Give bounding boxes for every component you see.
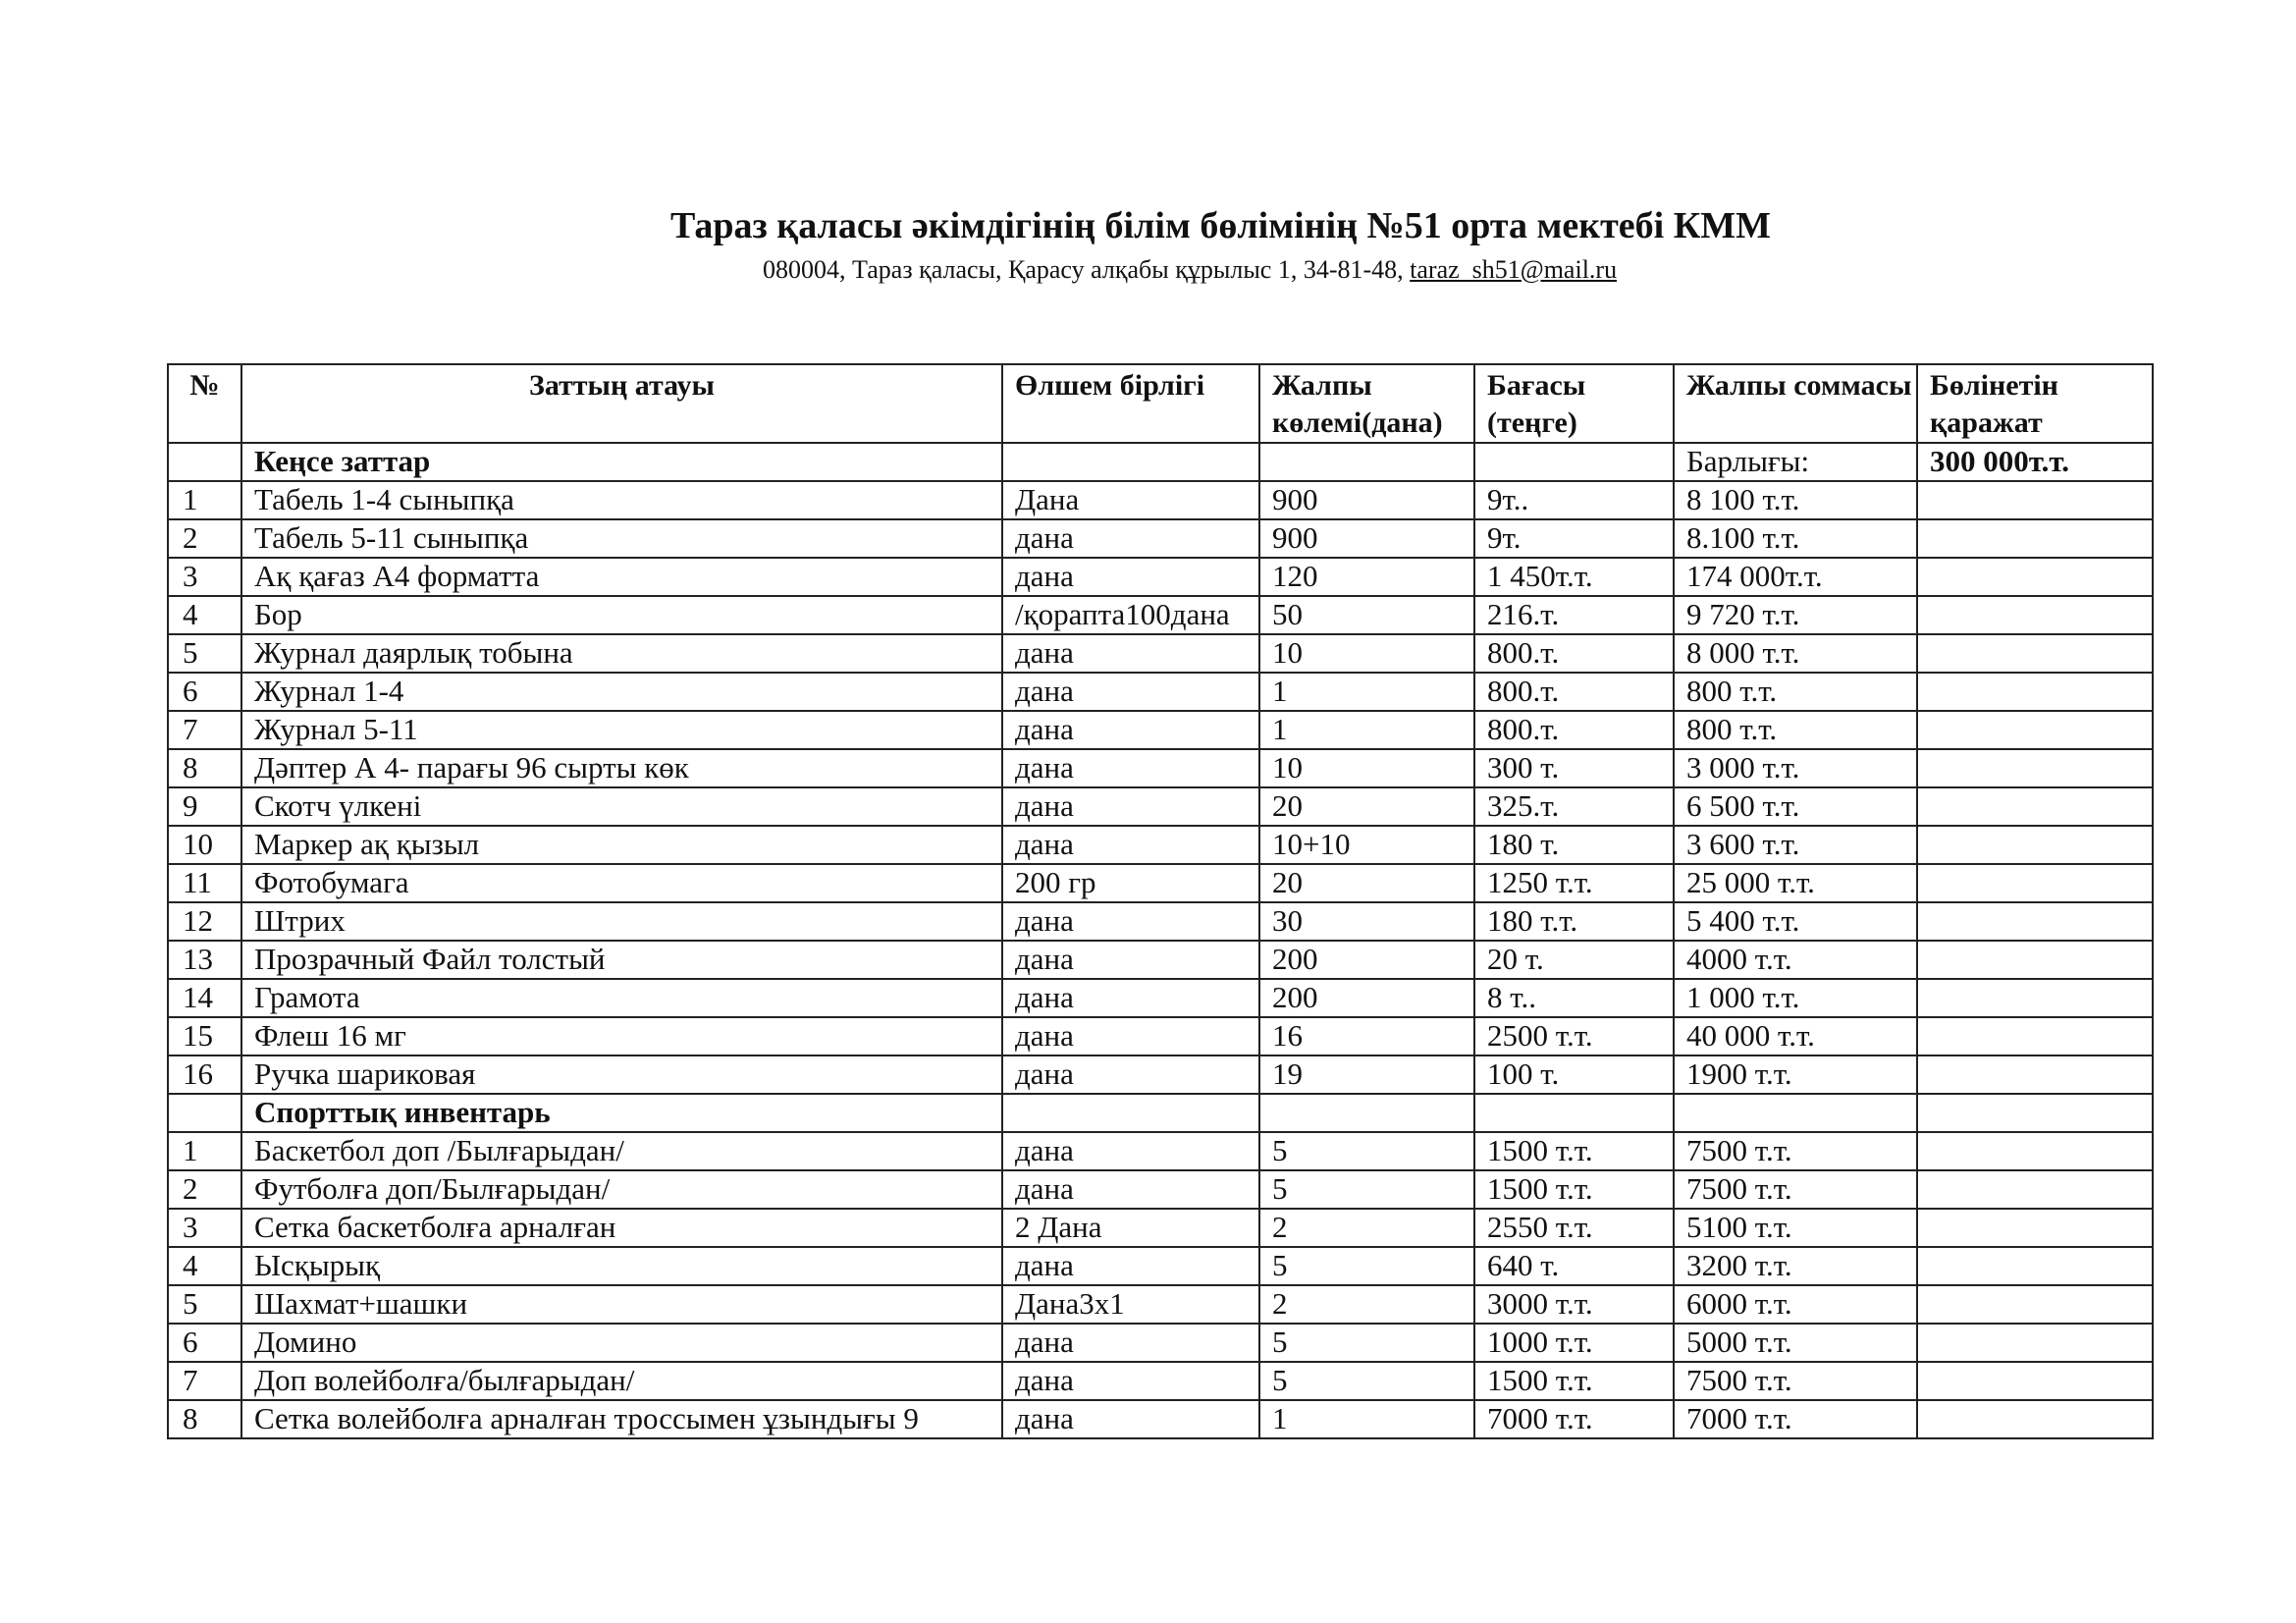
cell-price: 100 т. (1474, 1055, 1674, 1094)
cell-quantity: 10 (1259, 749, 1474, 787)
cell-allocated (1917, 1170, 2153, 1209)
table-cell (168, 1094, 241, 1132)
table-row (168, 787, 2153, 826)
cell-total: 3 600 т.т. (1674, 826, 1917, 864)
cell-allocated (1917, 1247, 2153, 1285)
cell-quantity: 19 (1259, 1055, 1474, 1094)
cell-total: 5100 т.т. (1674, 1209, 1917, 1247)
organization-address (763, 255, 1617, 285)
cell-unit: дана (1002, 979, 1259, 1017)
total-label: Барлығы: (1674, 443, 1917, 481)
cell-number: 5 (168, 1285, 241, 1324)
cell-allocated (1917, 1132, 2153, 1170)
cell-unit: Дана3х1 (1002, 1285, 1259, 1324)
cell-total: 6000 т.т. (1674, 1285, 1917, 1324)
table-row (168, 711, 2153, 749)
cell-number: 1 (168, 481, 241, 519)
cell-name: Табель 1-4 сыныпқа (241, 481, 1002, 519)
cell-price: 3000 т.т. (1474, 1285, 1674, 1324)
cell-price: 800.т. (1474, 711, 1674, 749)
cell-price: 180 т. (1474, 826, 1674, 864)
col-header-total: Жалпы соммасы (1674, 364, 1917, 443)
cell-number: 3 (168, 1209, 241, 1247)
cell-quantity: 900 (1259, 481, 1474, 519)
table-row (168, 749, 2153, 787)
cell-allocated (1917, 826, 2153, 864)
cell-name: Сетка волейболға арналған троссымен ұзындығы 9 (241, 1400, 1002, 1438)
cell-price: 640 т. (1474, 1247, 1674, 1285)
cell-unit: Дана (1002, 481, 1259, 519)
cell-unit: дана (1002, 941, 1259, 979)
table-row (168, 979, 2153, 1017)
cell-name: Ақ қағаз А4 форматта (241, 558, 1002, 596)
col-header-allocated: Бөлінетін қаражат (1917, 364, 2153, 443)
cell-allocated (1917, 1017, 2153, 1055)
cell-quantity: 900 (1259, 519, 1474, 558)
cell-number: 3 (168, 558, 241, 596)
cell-quantity: 200 (1259, 979, 1474, 1017)
cell-quantity: 5 (1259, 1132, 1474, 1170)
cell-total: 7000 т.т. (1674, 1400, 1917, 1438)
cell-total: 174 000т.т. (1674, 558, 1917, 596)
cell-price: 1250 т.т. (1474, 864, 1674, 902)
cell-price: 20 т. (1474, 941, 1674, 979)
cell-allocated (1917, 979, 2153, 1017)
cell-number: 4 (168, 596, 241, 634)
cell-total: 7500 т.т. (1674, 1170, 1917, 1209)
cell-number: 11 (168, 864, 241, 902)
table-cell (1002, 443, 1259, 481)
cell-number: 2 (168, 1170, 241, 1209)
cell-name: Прозрачный Файл толстый (241, 941, 1002, 979)
cell-allocated (1917, 634, 2153, 673)
cell-total: 25 000 т.т. (1674, 864, 1917, 902)
cell-quantity: 1 (1259, 711, 1474, 749)
cell-price: 9т. (1474, 519, 1674, 558)
cell-number: 16 (168, 1055, 241, 1094)
cell-quantity: 200 (1259, 941, 1474, 979)
table-row (168, 1055, 2153, 1094)
table-row (168, 864, 2153, 902)
cell-unit: дана (1002, 1055, 1259, 1094)
col-header-price: Бағасы (теңге) (1474, 364, 1674, 443)
address-text: 080004, Тараз қаласы, Қарасу алқабы құрылыс 1, 34-81-48, (763, 255, 1404, 284)
cell-total: 3 000 т.т. (1674, 749, 1917, 787)
cell-quantity: 5 (1259, 1362, 1474, 1400)
cell-price: 216.т. (1474, 596, 1674, 634)
cell-unit: дана (1002, 902, 1259, 941)
table-row (168, 1209, 2153, 1247)
cell-allocated (1917, 902, 2153, 941)
cell-quantity: 2 (1259, 1285, 1474, 1324)
cell-quantity: 5 (1259, 1324, 1474, 1362)
cell-quantity: 5 (1259, 1247, 1474, 1285)
table-row (168, 481, 2153, 519)
cell-name: Баскетбол доп /Былғарыдан/ (241, 1132, 1002, 1170)
cell-number: 2 (168, 519, 241, 558)
cell-total: 1 000 т.т. (1674, 979, 1917, 1017)
cell-name: Табель 5-11 сыныпқа (241, 519, 1002, 558)
section-title-sport: Спорттық инвентарь (241, 1094, 1002, 1132)
cell-allocated (1917, 1362, 2153, 1400)
cell-allocated (1917, 596, 2153, 634)
cell-number: 12 (168, 902, 241, 941)
cell-total: 5000 т.т. (1674, 1324, 1917, 1362)
cell-name: Футболға доп/Былғарыдан/ (241, 1170, 1002, 1209)
cell-unit: /қорапта100дана (1002, 596, 1259, 634)
cell-allocated (1917, 1285, 2153, 1324)
cell-allocated (1917, 673, 2153, 711)
cell-name: Грамота (241, 979, 1002, 1017)
cell-price: 2500 т.т. (1474, 1017, 1674, 1055)
cell-quantity: 16 (1259, 1017, 1474, 1055)
table-cell (1002, 1094, 1259, 1132)
cell-price: 325.т. (1474, 787, 1674, 826)
cell-unit: дана (1002, 634, 1259, 673)
email-link[interactable]: taraz_sh51@mail.ru (1410, 255, 1618, 284)
cell-total: 5 400 т.т. (1674, 902, 1917, 941)
section-title-office: Кеңсе заттар (241, 443, 1002, 481)
cell-price: 1 450т.т. (1474, 558, 1674, 596)
table-row (168, 1132, 2153, 1170)
cell-unit: 200 гр (1002, 864, 1259, 902)
cell-allocated (1917, 941, 2153, 979)
cell-unit: дана (1002, 1400, 1259, 1438)
cell-name: Журнал 5-11 (241, 711, 1002, 749)
cell-allocated (1917, 749, 2153, 787)
cell-total: 9 720 т.т. (1674, 596, 1917, 634)
table-cell (1474, 443, 1674, 481)
table-row (168, 902, 2153, 941)
cell-total: 7500 т.т. (1674, 1362, 1917, 1400)
cell-name: Шахмат+шашки (241, 1285, 1002, 1324)
cell-quantity: 5 (1259, 1170, 1474, 1209)
cell-price: 1500 т.т. (1474, 1170, 1674, 1209)
cell-unit: дана (1002, 558, 1259, 596)
cell-number: 7 (168, 711, 241, 749)
cell-number: 8 (168, 1400, 241, 1438)
table-row (168, 1324, 2153, 1362)
cell-unit: дана (1002, 826, 1259, 864)
cell-number: 1 (168, 1132, 241, 1170)
cell-allocated (1917, 519, 2153, 558)
cell-number: 9 (168, 787, 241, 826)
col-header-number: № (168, 364, 241, 443)
table-row (168, 1362, 2153, 1400)
cell-name: Ысқырық (241, 1247, 1002, 1285)
cell-price: 800.т. (1474, 634, 1674, 673)
col-header-unit: Өлшем бірлігі (1002, 364, 1259, 443)
cell-quantity: 10 (1259, 634, 1474, 673)
table-row (168, 1247, 2153, 1285)
cell-allocated (1917, 787, 2153, 826)
cell-name: Маркер ақ қызыл (241, 826, 1002, 864)
table-row (168, 1017, 2153, 1055)
table-row (168, 596, 2153, 634)
cell-number: 7 (168, 1362, 241, 1400)
cell-name: Сетка баскетболға арналған (241, 1209, 1002, 1247)
cell-total: 6 500 т.т. (1674, 787, 1917, 826)
cell-number: 4 (168, 1247, 241, 1285)
cell-name: Дәптер А 4- парағы 96 сырты көк (241, 749, 1002, 787)
cell-quantity: 120 (1259, 558, 1474, 596)
cell-unit: дана (1002, 711, 1259, 749)
cell-number: 6 (168, 673, 241, 711)
cell-unit: дана (1002, 749, 1259, 787)
cell-name: Скотч үлкені (241, 787, 1002, 826)
cell-unit: дана (1002, 519, 1259, 558)
section-row-office (168, 443, 2153, 481)
cell-name: Штрих (241, 902, 1002, 941)
cell-unit: дана (1002, 1362, 1259, 1400)
table-cell (1474, 1094, 1674, 1132)
cell-name: Бор (241, 596, 1002, 634)
allocated-amount: 300 000т.т. (1917, 443, 2153, 481)
cell-total: 800 т.т. (1674, 673, 1917, 711)
table-row (168, 941, 2153, 979)
table-cell (1674, 1094, 1917, 1132)
cell-price: 1500 т.т. (1474, 1362, 1674, 1400)
table-cell (1917, 1094, 2153, 1132)
cell-total: 4000 т.т. (1674, 941, 1917, 979)
cell-total: 8.100 т.т. (1674, 519, 1917, 558)
table-row (168, 1400, 2153, 1438)
cell-price: 800.т. (1474, 673, 1674, 711)
cell-name: Журнал даярлық тобына (241, 634, 1002, 673)
cell-allocated (1917, 1400, 2153, 1438)
cell-number: 13 (168, 941, 241, 979)
cell-number: 10 (168, 826, 241, 864)
cell-name: Домино (241, 1324, 1002, 1362)
section-row-sport (168, 1094, 2153, 1132)
cell-total: 8 000 т.т. (1674, 634, 1917, 673)
cell-quantity: 20 (1259, 864, 1474, 902)
cell-unit: дана (1002, 787, 1259, 826)
cell-allocated (1917, 1055, 2153, 1094)
table-row (168, 1285, 2153, 1324)
cell-price: 300 т. (1474, 749, 1674, 787)
col-header-name: Заттың атауы (241, 364, 1002, 443)
table-row (168, 826, 2153, 864)
table-header-row (168, 364, 2153, 443)
cell-total: 800 т.т. (1674, 711, 1917, 749)
organization-title: Тараз қаласы әкімдігінің білім бөлімінің №51 орта мектебі КММ (670, 205, 1771, 246)
cell-price: 1500 т.т. (1474, 1132, 1674, 1170)
cell-quantity: 10+10 (1259, 826, 1474, 864)
cell-number: 8 (168, 749, 241, 787)
cell-allocated (1917, 711, 2153, 749)
cell-number: 5 (168, 634, 241, 673)
cell-name: Доп волейболға/былғарыдан/ (241, 1362, 1002, 1400)
col-header-quantity: Жалпы көлемі(дана) (1259, 364, 1474, 443)
cell-allocated (1917, 558, 2153, 596)
cell-unit: дана (1002, 1324, 1259, 1362)
cell-unit: дана (1002, 673, 1259, 711)
cell-quantity: 50 (1259, 596, 1474, 634)
cell-total: 3200 т.т. (1674, 1247, 1917, 1285)
table-cell (168, 443, 241, 481)
table-row (168, 673, 2153, 711)
cell-quantity: 20 (1259, 787, 1474, 826)
cell-total: 7500 т.т. (1674, 1132, 1917, 1170)
table-row (168, 634, 2153, 673)
cell-quantity: 1 (1259, 673, 1474, 711)
cell-total: 40 000 т.т. (1674, 1017, 1917, 1055)
cell-price: 8 т.. (1474, 979, 1674, 1017)
cell-name: Ручка шариковая (241, 1055, 1002, 1094)
cell-unit: дана (1002, 1132, 1259, 1170)
table-row (168, 519, 2153, 558)
cell-number: 15 (168, 1017, 241, 1055)
cell-price: 7000 т.т. (1474, 1400, 1674, 1438)
cell-price: 180 т.т. (1474, 902, 1674, 941)
cell-allocated (1917, 481, 2153, 519)
cell-allocated (1917, 1324, 2153, 1362)
cell-quantity: 30 (1259, 902, 1474, 941)
cell-allocated (1917, 864, 2153, 902)
table-cell (1259, 443, 1474, 481)
cell-number: 6 (168, 1324, 241, 1362)
cell-unit: 2 Дана (1002, 1209, 1259, 1247)
cell-name: Журнал 1-4 (241, 673, 1002, 711)
cell-unit: дана (1002, 1017, 1259, 1055)
cell-price: 2550 т.т. (1474, 1209, 1674, 1247)
table-row (168, 558, 2153, 596)
table-row (168, 1170, 2153, 1209)
items-table (167, 363, 2154, 1439)
cell-quantity: 1 (1259, 1400, 1474, 1438)
cell-number: 14 (168, 979, 241, 1017)
cell-quantity: 2 (1259, 1209, 1474, 1247)
table-cell (1259, 1094, 1474, 1132)
cell-name: Фотобумага (241, 864, 1002, 902)
cell-total: 8 100 т.т. (1674, 481, 1917, 519)
cell-price: 1000 т.т. (1474, 1324, 1674, 1362)
cell-unit: дана (1002, 1247, 1259, 1285)
cell-allocated (1917, 1209, 2153, 1247)
cell-price: 9т.. (1474, 481, 1674, 519)
cell-name: Флеш 16 мг (241, 1017, 1002, 1055)
cell-total: 1900 т.т. (1674, 1055, 1917, 1094)
cell-unit: дана (1002, 1170, 1259, 1209)
